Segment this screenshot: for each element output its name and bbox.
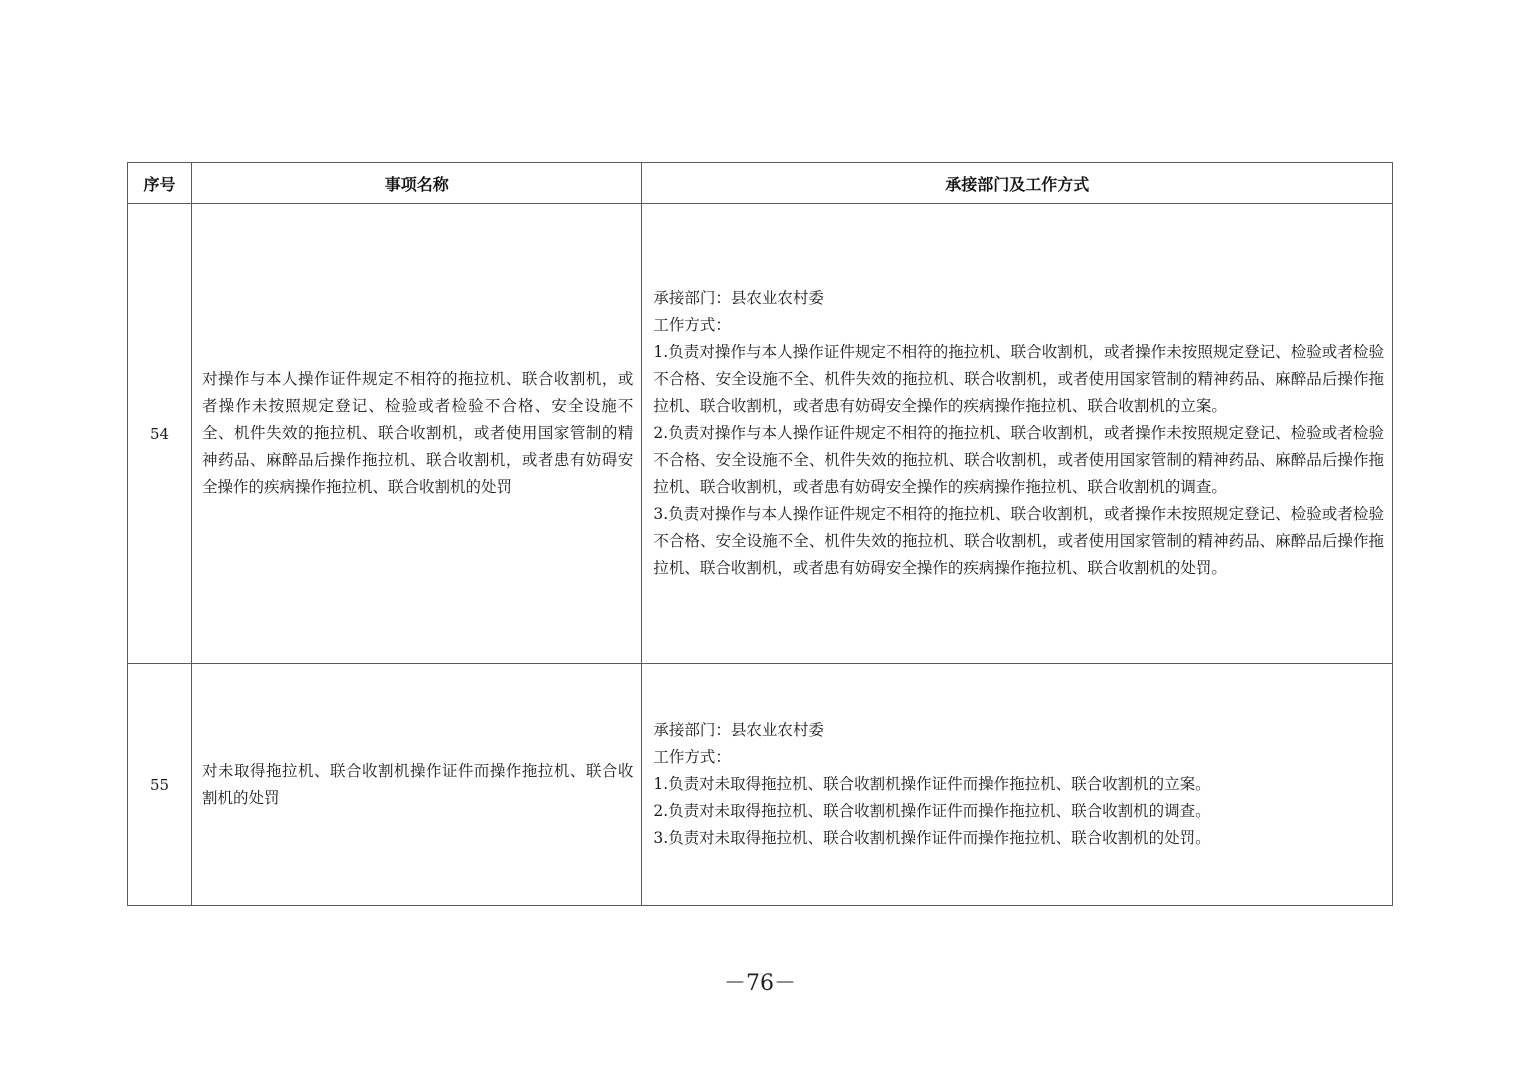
row-number: 55 [128, 664, 192, 906]
table-row [128, 664, 1393, 906]
header-number: 序号 [128, 163, 192, 204]
method-item: 1.负责对未取得拖拉机、联合收割机操作证件而操作拖拉机、联合收割机的立案。 [653, 775, 1211, 793]
department-method-cell [642, 204, 1393, 664]
method-label: 工作方式： [653, 316, 731, 334]
department-label: 承接部门：县农业农村委 [653, 289, 824, 307]
department-label: 承接部门：县农业农村委 [653, 721, 824, 739]
matters-table [127, 162, 1393, 906]
row-number: 54 [128, 204, 192, 664]
method-item: 3.负责对操作与本人操作证件规定不相符的拖拉机、联合收割机，或者操作未按照规定登记、检验或者检验不合格、安全设施不全、机件失效的拖拉机、联合收割机，或者使用国家管制的精神药品、麻醉品后操作拖拉机、联合收割机，或者患有妨碍安全操作的疾病操作拖拉机、联合收割机的处罚。 [653, 505, 1384, 577]
matter-name: 对未取得拖拉机、联合收割机操作证件而操作拖拉机、联合收割机的处罚 [192, 664, 642, 906]
method-item: 1.负责对操作与本人操作证件规定不相符的拖拉机、联合收割机，或者操作未按照规定登记、检验或者检验不合格、安全设施不全、机件失效的拖拉机、联合收割机，或者使用国家管制的精神药品、麻醉品后操作拖拉机、联合收割机，或者患有妨碍安全操作的疾病操作拖拉机、联合收割机的立案。 [653, 343, 1384, 415]
department-method-cell [642, 664, 1393, 906]
method-label: 工作方式： [653, 748, 731, 766]
header-name: 事项名称 [192, 163, 642, 204]
table-row [128, 204, 1393, 664]
header-department: 承接部门及工作方式 [642, 163, 1393, 204]
method-item: 2.负责对未取得拖拉机、联合收割机操作证件而操作拖拉机、联合收割机的调查。 [653, 802, 1211, 820]
table-header-row [128, 163, 1393, 204]
matter-name: 对操作与本人操作证件规定不相符的拖拉机、联合收割机，或者操作未按照规定登记、检验或者检验不合格、安全设施不全、机件失效的拖拉机、联合收割机，或者使用国家管制的精神药品、麻醉品后操作拖拉机、联合收割机，或者患有妨碍安全操作的疾病操作拖拉机、联合收割机的处罚 [192, 204, 642, 664]
method-item: 2.负责对操作与本人操作证件规定不相符的拖拉机、联合收割机，或者操作未按照规定登记、检验或者检验不合格、安全设施不全、机件失效的拖拉机、联合收割机，或者使用国家管制的精神药品、麻醉品后操作拖拉机、联合收割机，或者患有妨碍安全操作的疾病操作拖拉机、联合收割机的调查。 [653, 424, 1384, 496]
page-number: －76－ [724, 971, 796, 996]
method-item: 3.负责对未取得拖拉机、联合收割机操作证件而操作拖拉机、联合收割机的处罚。 [653, 829, 1211, 847]
